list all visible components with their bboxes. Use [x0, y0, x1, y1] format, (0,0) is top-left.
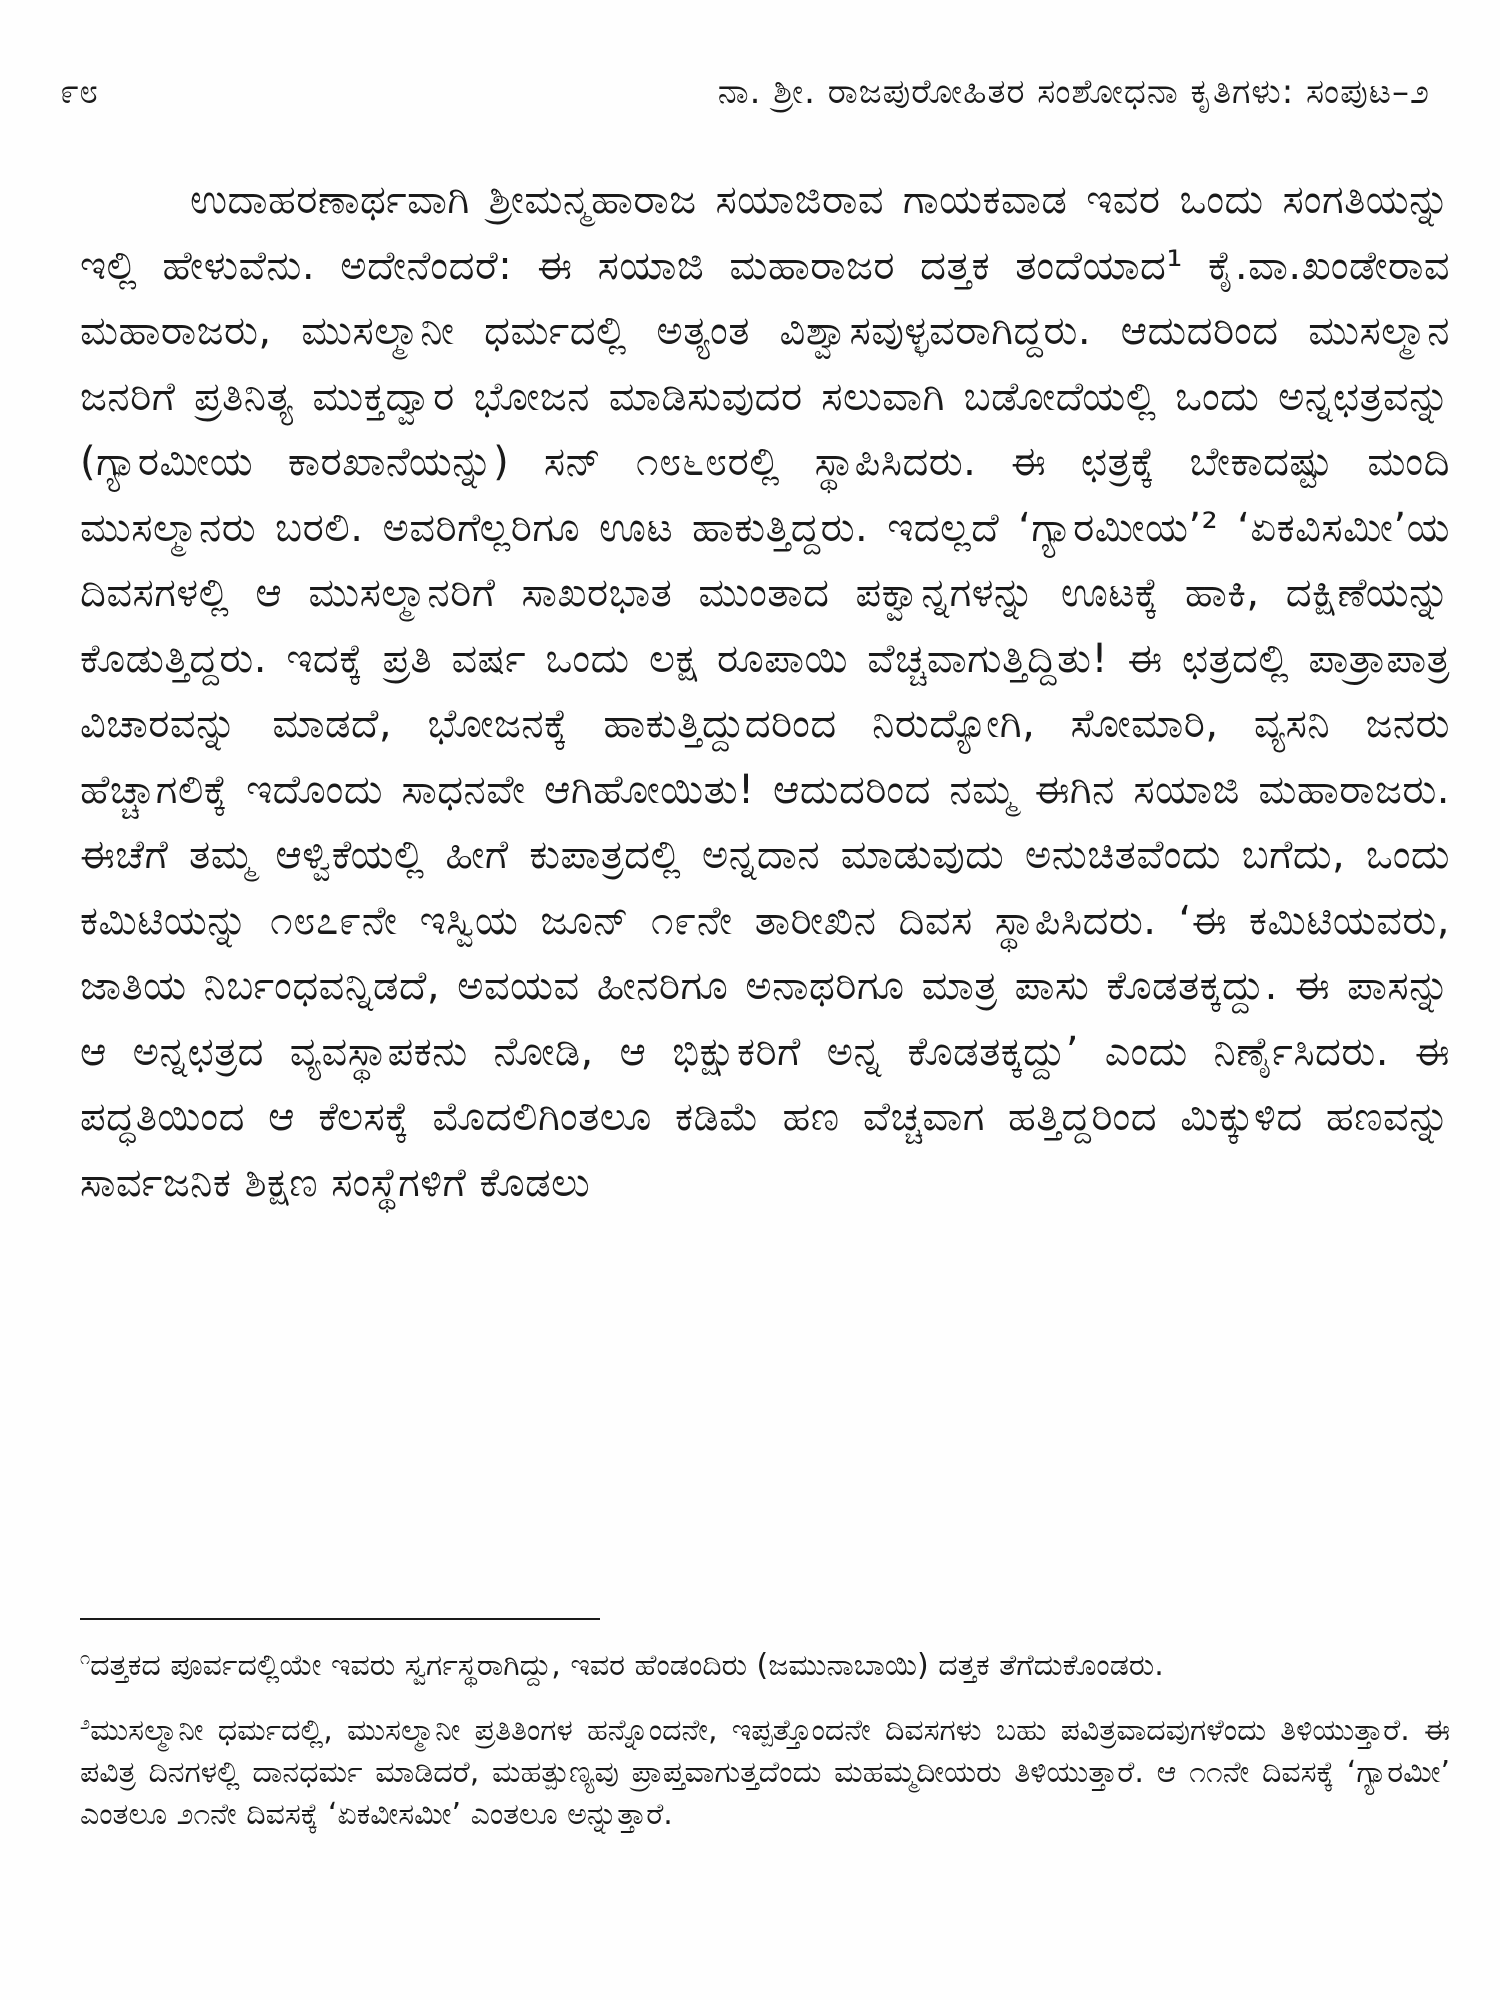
page-header: [60, 62, 1430, 122]
footnotes: [80, 1638, 1450, 1852]
footnote-1: [80, 1638, 1450, 1687]
body-paragraph: ಉದಾಹರಣಾರ್ಥವಾಗಿ ಶ್ರೀಮನ್ಮಹಾರಾಜ ಸಯಾಜಿರಾವ ಗಾಯಕವಾಡ ಇವರ ಒಂದು ಸಂಗತಿಯನ್ನು ಇಲ್ಲಿ ಹೇಳುವೆನು. ಅದೇನೆಂದರೆ: ಈ ಸಯಾಜಿ ಮಹಾರಾಜರ ದತ್ತಕ ತಂದೆಯಾದ¹ ಕೈ.ವಾ.ಖಂಡೇರಾವ ಮಹಾರಾಜರು, ಮುಸಲ್ಮಾನೀ ಧರ್ಮದಲ್ಲಿ ಅತ್ಯಂತ ವಿಶ್ವಾಸವುಳ್ಳವರಾಗಿದ್ದರು. ಆದುದರಿಂದ ಮುಸಲ್ಮಾನ ಜನರಿಗೆ ಪ್ರತಿನಿತ್ಯ ಮುಕ್ತದ್ವಾರ ಭೋಜನ ಮಾಡಿಸುವುದರ ಸಲುವಾಗಿ ಬಡೋದೆಯಲ್ಲಿ ಒಂದು ಅನ್ನಛತ್ರವನ್ನು (ಗ್ಯಾರಮೀಯ ಕಾರಖಾನೆಯನ್ನು) ಸನ್ ೧೮೬೮ರಲ್ಲಿ ಸ್ಥಾಪಿಸಿದರು. ಈ ಛತ್ರಕ್ಕೆ ಬೇಕಾದಷ್ಟು ಮಂದಿ ಮುಸಲ್ಮಾನರು ಬರಲಿ. ಅವರಿಗೆಲ್ಲರಿಗೂ ಊಟ ಹಾಕುತ್ತಿದ್ದರು. ಇದಲ್ಲದೆ ‘ಗ್ಯಾರಮೀಯ’² ‘ಏಕವಿಸಮೀ’ಯ ದಿವಸಗಳಲ್ಲಿ ಆ ಮುಸಲ್ಮಾನರಿಗೆ ಸಾಖರಭಾತ ಮುಂತಾದ ಪಕ್ವಾನ್ನಗಳನ್ನು ಊಟಕ್ಕೆ ಹಾಕಿ, ದಕ್ಷಿಣೆಯನ್ನು ಕೊಡುತ್ತಿದ್ದರು. ಇದಕ್ಕೆ ಪ್ರತಿ ವರ್ಷ ಒಂದು ಲಕ್ಷ ರೂಪಾಯಿ ವೆಚ್ಚವಾಗುತ್ತಿದ್ದಿತು! ಈ ಛತ್ರದಲ್ಲಿ ಪಾತ್ರಾಪಾತ್ರ ವಿಚಾರವನ್ನು ಮಾಡದೆ, ಭೋಜನಕ್ಕೆ ಹಾಕುತ್ತಿದ್ದುದರಿಂದ ನಿರುದ್ಯೋಗಿ, ಸೋಮಾರಿ, ವ್ಯಸನಿ ಜನರು ಹೆಚ್ಚಾಗಲಿಕ್ಕೆ ಇದೊಂದು ಸಾಧನವೇ ಆಗಿಹೋಯಿತು! ಆದುದರಿಂದ ನಮ್ಮ ಈಗಿನ ಸಯಾಜಿ ಮಹಾರಾಜರು. ಈಚೆಗೆ ತಮ್ಮ ಆಳ್ವಿಕೆಯಲ್ಲಿ ಹೀಗೆ ಕುಪಾತ್ರದಲ್ಲಿ ಅನ್ನದಾನ ಮಾಡುವುದು ಅನುಚಿತವೆಂದು ಬಗೆದು, ಒಂದು ಕಮಿಟಿಯನ್ನು ೧೮೭೯ನೇ ಇಸ್ವಿಯ ಜೂನ್ ೧೯ನೇ ತಾರೀಖಿನ ದಿವಸ ಸ್ಥಾಪಿಸಿದರು. ‘ಈ ಕಮಿಟಿಯವರು, ಜಾತಿಯ ನಿರ್ಬಂಧವನ್ನಿಡದೆ, ಅವಯವ ಹೀನರಿಗೂ ಅನಾಥರಿಗೂ ಮಾತ್ರ ಪಾಸು ಕೊಡತಕ್ಕದ್ದು. ಈ ಪಾಸನ್ನು ಆ ಅನ್ನಛತ್ರದ ವ್ಯವಸ್ಥಾಪಕನು ನೋಡಿ, ಆ ಭಿಕ್ಷುಕರಿಗೆ ಅನ್ನ ಕೊಡತಕ್ಕದ್ದು’ ಎಂದು ನಿರ್ಣೈಸಿದರು. ಈ ಪದ್ಧತಿಯಿಂದ ಆ ಕೆಲಸಕ್ಕೆ ಮೊದಲಿಗಿಂತಲೂ ಕಡಿಮೆ ಹಣ ವೆಚ್ಚವಾಗ ಹತ್ತಿದ್ದರಿಂದ ಮಿಕ್ಕುಳಿದ ಹಣವನ್ನು ಸಾರ್ವಜನಿಕ ಶಿಕ್ಷಣ ಸಂಸ್ಥೆಗಳಿಗೆ ಕೊಡಲು: [80, 177, 1450, 1206]
footnote-1-text: ದತ್ತಕದ ಪೂರ್ವದಲ್ಲಿಯೇ ಇವರು ಸ್ವರ್ಗಸ್ಥರಾಗಿದ್ದು, ಇವರ ಹೆಂಡಂದಿರು (ಜಮುನಾಬಾಯಿ) ದತ್ತಕ ತೆಗೆದುಕೊಂಡರು.: [90, 1648, 1164, 1683]
footnote-2-text: ಮುಸಲ್ಮಾನೀ ಧರ್ಮದಲ್ಲಿ, ಮುಸಲ್ಮಾನೀ ಪ್ರತಿತಿಂಗಳ ಹನ್ನೊಂದನೇ, ಇಪ್ಪತ್ತೊಂದನೇ ದಿವಸಗಳು ಬಹು ಪವಿತ್ರವಾದವುಗಳೆಂದು ತಿಳಿಯುತ್ತಾರೆ. ಈ ಪವಿತ್ರ ದಿನಗಳಲ್ಲಿ ದಾನಧರ್ಮ ಮಾಡಿದರೆ, ಮಹತ್ಪುಣ್ಯವು ಪ್ರಾಪ್ತವಾಗುತ್ತದೆಂದು ಮಹಮ್ಮದೀಯರು ತಿಳಿಯುತ್ತಾರೆ. ಆ ೧೧ನೇ ದಿವಸಕ್ಕೆ ‘ಗ್ಯಾರಮೀ’ ಎಂತಲೂ ೨೧ನೇ ದಿವಸಕ್ಕೆ ‘ಏಕವೀಸಮೀ’ ಎಂತಲೂ ಅನ್ನುತ್ತಾರೆ.: [80, 1713, 1450, 1832]
footnote-2: [80, 1703, 1450, 1836]
footnote-2-mark: ೨: [80, 1713, 91, 1734]
running-title: ನಾ. ಶ್ರೀ. ರಾಜಪುರೋಹಿತರ ಸಂಶೋಧನಾ ಕೃತಿಗಳು: ಸಂಪುಟ–೨: [717, 72, 1430, 112]
page-number: ೯೮: [60, 72, 99, 112]
footnote-1-mark: ೧: [80, 1648, 91, 1669]
footnote-divider: [80, 1618, 600, 1620]
